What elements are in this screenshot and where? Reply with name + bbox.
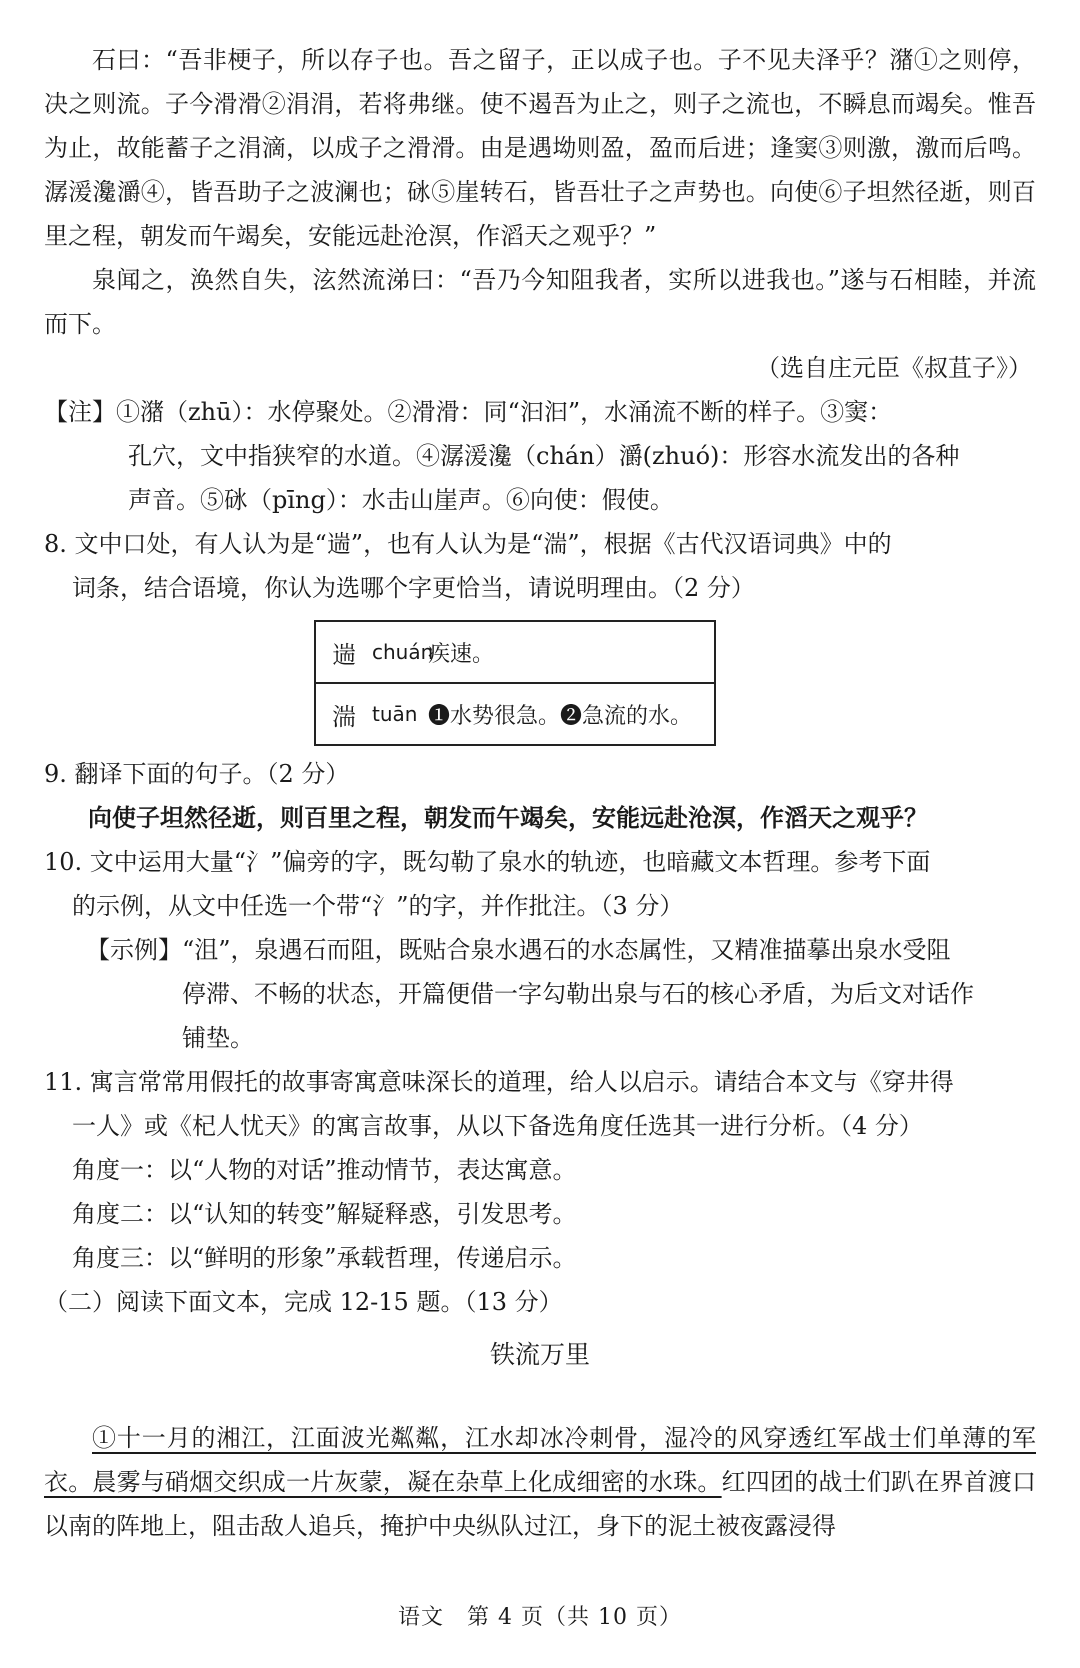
dict-char: 遄	[332, 640, 356, 669]
q8-line-1: 8. 文中口处，有人认为是“遄”，也有人认为是“湍”，根据《古代汉语词典》中的	[44, 530, 892, 558]
question-11	[44, 1060, 1036, 1280]
question-10	[44, 840, 1036, 1060]
q10-line-2: 的示例，从文中任选一个带“氵”的字，并作批注。（3 分）	[72, 892, 684, 920]
q11-line-1: 11. 寓言常常用假托的故事寄寓意味深长的道理，给人以启示。请结合本文与《穿井得	[44, 1068, 954, 1096]
note-line-3: 声音。⑤砯（pīng）：水击山崖声。⑥向使：假使。	[128, 486, 674, 514]
q11-angle-1: 角度一：以“人物的对话”推动情节，表达寓意。	[72, 1156, 577, 1184]
q10-example-2: 停滞、不畅的状态，开篇便借一字勾勒出泉与石的核心矛盾，为后文对话作	[182, 980, 974, 1008]
dict-row-tuan	[316, 682, 714, 744]
q8-line-2: 词条，结合语境，你认为选哪个字更恰当，请说明理由。（2 分）	[72, 574, 755, 602]
dict-row-chuan	[316, 622, 714, 682]
section-2-heading: （二）阅读下面文本，完成 12-15 题。（13 分）	[44, 1288, 563, 1316]
underlined-sentence: ①十一月的湘江，江面波光粼粼，江水却冰冷刺骨，湿冷的风穿透红军战士们单薄的军衣。晨雾与硝烟交织成一片灰蒙，凝在杂草上化成细密的水珠。	[44, 1424, 1036, 1496]
passage-paragraph-1: 石曰：“吾非梗子，所以存子也。吾之留子，正以成子也。子不见夫泽乎？潴①之则停，决之则流。子今滑滑②涓涓，若将弗继。使不遏吾为止之，则子之流也，不瞬息而竭矣。惟吾为止，故能蓄子之涓滴，以成子之滑滑。由是遇坳则盈，盈而后进；逢窦③则激，激而后鸣。潺湲瀺灂④，皆吾助子之波澜也；砯⑤崖转石，皆吾壮子之声势也。向使⑥子坦然径逝，则百里之程，朝发而午竭矣，安能远赴沧溟，作滔天之观乎？”	[44, 46, 1036, 250]
q11-line-2: 一人》或《杞人忧天》的寓言故事，从以下备选角度任选其一进行分析。（4 分）	[72, 1112, 923, 1140]
story-continuation: 红四团的战士们趴在界首渡口以南的阵地上，阻击敌人追兵，掩护中央纵队过江，身下的泥土被夜露浸得	[44, 1468, 1037, 1540]
q11-angle-3: 角度三：以“鲜明的形象”承载哲理，传递启示。	[72, 1244, 577, 1272]
dict-definition: ❶水势很急。❷急流的水。	[428, 703, 693, 729]
page-footer: 语文 第 4 页（共 10 页）	[398, 1605, 682, 1630]
q11-angle-2: 角度二：以“认知的转变”解疑释惑，引发思考。	[72, 1200, 577, 1228]
passage-paragraph-2: 泉闻之，涣然自失，泫然流涕曰：“吾乃今知阻我者，实所以进我也。”遂与石相睦，并流而下。	[44, 266, 1036, 338]
q10-example-3: 铺垫。	[182, 1024, 254, 1052]
note-line-2: 孔穴，文中指狭窄的水道。④潺湲瀺（chán）灂(zhuó)：形容水流发出的各种	[128, 442, 960, 470]
q10-example-1: 【示例】“沮”，泉遇石而阻，既贴合泉水遇石的水态属性，又精准描摹出泉水受阻	[86, 936, 951, 964]
dict-pinyin: chuán	[372, 640, 434, 664]
story-title: 铁流万里	[489, 1340, 590, 1369]
q9-line-1: 9. 翻译下面的句子。（2 分）	[44, 760, 350, 788]
dictionary-entry-box	[314, 620, 716, 746]
annotations	[44, 390, 1036, 522]
q9-sentence: 向使子坦然径逝，则百里之程，朝发而午竭矣，安能远赴沧溟，作滔天之观乎？	[88, 803, 928, 832]
note-line-1: 【注】①潴（zhū）：水停聚处。②滑滑：同“汩汩”，水涌流不断的样子。③窦：	[44, 398, 893, 426]
story-paragraph-1	[44, 1416, 1036, 1548]
dict-pinyin: tuān	[372, 702, 418, 726]
question-9	[44, 752, 1036, 840]
dict-char: 湍	[332, 702, 356, 731]
question-8	[44, 522, 1036, 746]
q10-line-1: 10. 文中运用大量“氵”偏旁的字，既勾勒了泉水的轨迹，也暗藏文本哲理。参考下面	[44, 848, 931, 876]
passage-source: （选自庄元臣《叔苴子》）	[756, 354, 1032, 382]
dict-definition: 疾速。	[428, 641, 495, 667]
